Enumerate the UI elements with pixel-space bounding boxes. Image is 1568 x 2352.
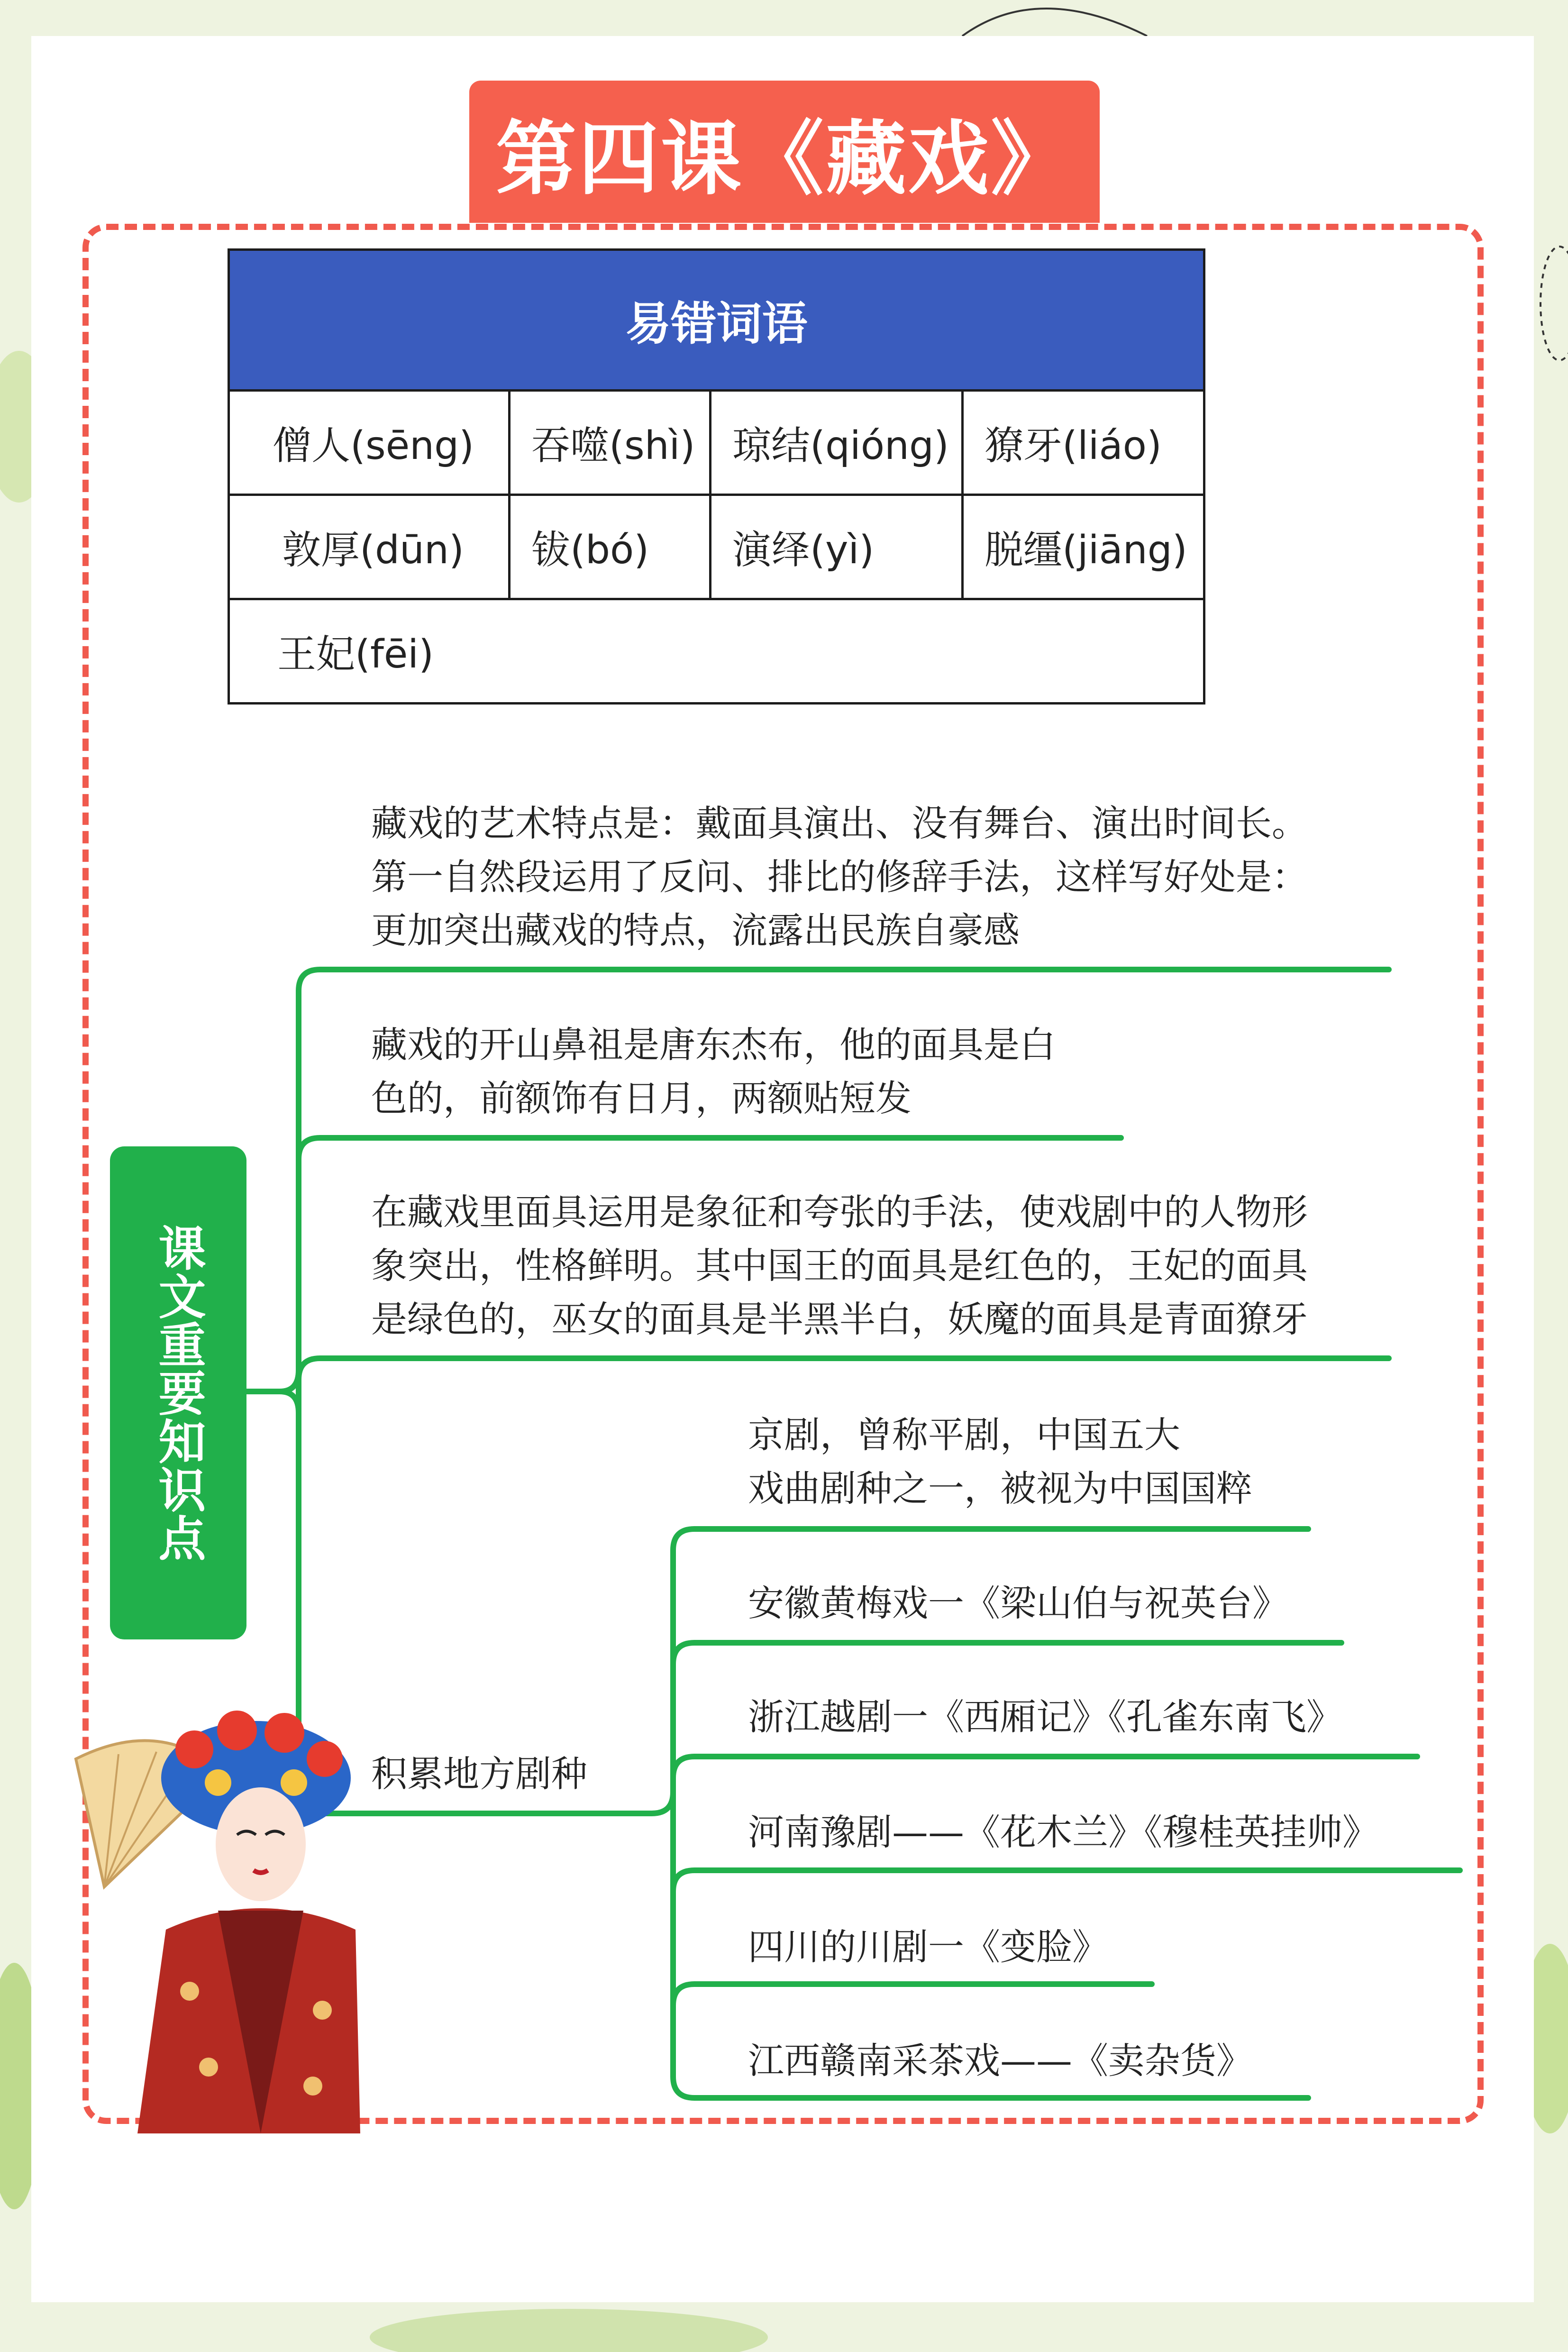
knowledge-point-3 <box>371 1185 1308 1346</box>
text-line: 戏曲剧种之一，被视为中国国粹 <box>748 1467 1252 1510</box>
text-line: 第一自然段运用了反问、排比的修辞手法，这样写好处是： <box>371 856 1308 898</box>
table-header: 易错词语 <box>229 250 1204 391</box>
table-cell: 敦厚(dūn) <box>229 495 510 599</box>
text-line: 四川的川剧一《变脸》 <box>748 1926 1108 1968</box>
table-cell: 王妃(fēi) <box>229 599 1204 704</box>
table-cell: 钹(bó) <box>510 495 711 599</box>
text-line: 象突出，性格鲜明。其中国王的面具是红色的，王妃的面具 <box>371 1245 1308 1287</box>
local-opera-label: 积累地方剧种 <box>371 1753 587 1795</box>
opera-item <box>748 1576 1288 1630</box>
text-line: 安徽黄梅戏一《梁山伯与祝英台》 <box>748 1582 1288 1624</box>
table-cell: 吞噬(shì) <box>510 391 711 495</box>
knowledge-point-1 <box>371 796 1308 957</box>
text-line: 河南豫剧——《花木兰》《穆桂英挂帅》 <box>748 1811 1378 1853</box>
opera-item <box>748 1805 1378 1859</box>
opera-item <box>748 1920 1108 1974</box>
page-title: 第四课《藏戏》 <box>469 81 1100 223</box>
mindmap-root <box>110 1146 246 1639</box>
knowledge-point-2 <box>371 1018 1056 1125</box>
text-line: 更加突出藏戏的特点，流露出民族自豪感 <box>371 909 1020 952</box>
text-line: 色的，前额饰有日月，两额贴短发 <box>371 1077 912 1119</box>
text-line: 在藏戏里面具运用是象征和夸张的手法，使戏剧中的人物形 <box>371 1191 1308 1233</box>
table-cell: 僧人(sēng) <box>229 391 510 495</box>
mindmap-root-label: 课文重要知识点 <box>150 1224 206 1562</box>
text-line: 是绿色的，巫女的面具是半黑半白，妖魔的面具是青面獠牙 <box>371 1298 1308 1340</box>
opera-item <box>748 1690 1342 1744</box>
text-line: 江西赣南采茶戏——《卖杂货》 <box>748 2040 1252 2082</box>
table-cell: 演绎(yì) <box>711 495 963 599</box>
table-cell: 琼结(qióng) <box>711 391 963 495</box>
text-line: 浙江越剧一《西厢记》《孔雀东南飞》 <box>748 1696 1342 1738</box>
opera-item <box>748 1408 1252 1515</box>
text-line: 京剧，曾称平剧，中国五大 <box>748 1414 1180 1456</box>
text-line: 藏戏的开山鼻祖是唐东杰布，他的面具是白 <box>371 1024 1056 1066</box>
table-cell: 脱缰(jiāng) <box>963 495 1204 599</box>
opera-item <box>748 2034 1252 2087</box>
table-cell: 獠牙(liáo) <box>963 391 1204 495</box>
text-line: 藏戏的艺术特点是：戴面具演出、没有舞台、演出时间长。 <box>371 802 1308 844</box>
